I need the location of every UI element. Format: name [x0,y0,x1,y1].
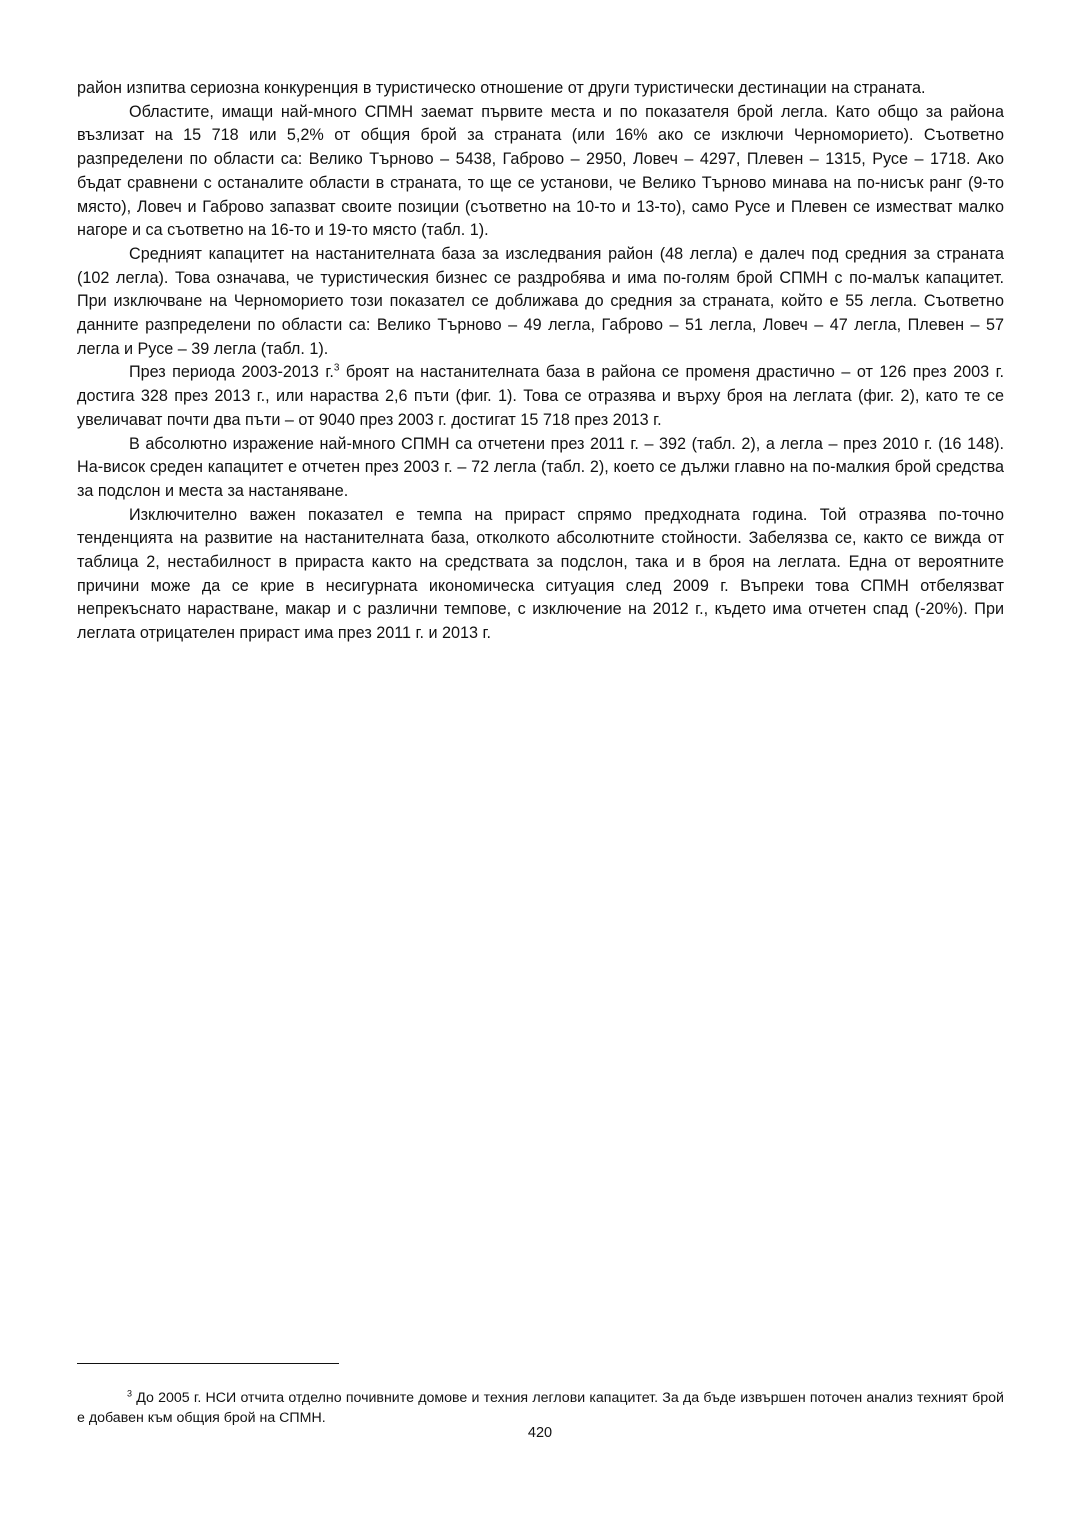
paragraph-4-text-start: През периода 2003-2013 г. [129,363,334,382]
paragraph-3: Средният капацитет на настанителната база за изследвания район (48 легла) е далеч под средния за страната (102 легла). Това означава, че туристическия бизнес се раздробява и има по-голям брой СПМН с по-малък капацитет. При изключване на Черноморието този показател се доближава до средния за страната, който е 55 легла. Съответно данните разпределени по области са: Велико Търново – 49 легла, Габрово – 51 легла, Ловеч – 47 легла, Плевен – 57 легла и Русе – 39 легла (табл. 1). [77,244,1004,358]
paragraph-2: Областите, имащи най-много СПМН заемат първите места и по показателя брой легла. Като общо за района възлизат на 15 718 или 5,2% от общия брой за страната (или 16% ако се изключи Черноморието). Съответно разпределени по области са: Велико Търново – 5438, Габрово – 2950, Ловеч – 4297, Плевен – 1315, Русе – 1718. Ако бъдат сравнени с останалите области в страната, то ще се установи, че Велико Търново минава на по-нисък ранг (9-то място), Ловеч и Габрово запазват своите позиции (съответно на 10-то и 13-то), само Русе и Плевен се изместват малко нагоре и са съответно на 16-то и 19-то място (табл. 1). [77,102,1004,240]
footnote-separator [77,1363,339,1364]
page-number: 420 [527,1425,553,1441]
paragraph-1: район изпитва сериозна конкуренция в туристическо отношение от други туристически дестинации на страната. [77,79,926,97]
footnote [77,1388,1004,1428]
footnote-number: 3 [127,1388,133,1399]
footnote-reference: 3 [333,363,340,375]
paragraph-4 [77,361,1004,432]
paragraph-4-text-end: броят на настанителната база в района се променя драстично – от 126 през 2003 г. достига 328 през 2013 г., или нараства 2,6 пъти (фиг. 1). Това се отразява и върху броя на леглата (фиг. 2), като те се увеличават почти два пъти – от 9040 през 2003 г. достигат 15 718 през 2013 г. [77,363,1004,429]
paragraph-6: Изключително важен показател е темпа на прираст спрямо предходната година. Той отразява по-точно тенденцията на развитие на настанителната база, отколкото абсолютните стойности. Забелязва се, както се вижда от таблица 2, нестабилност в прираста както на средствата за подслон, така и в броя на леглата. Една от вероятните причини може да се крие в несигурната икономическа ситуация след 2009 г. Въпреки това СПМН отбелязват непрекъснато нарастване, макар и с различни темпове, с изключение на 2012 г., където има отчетен спад (-20%). При леглата отрицателен прираст има през 2011 г. и 2013 г. [77,505,1004,643]
paragraph-5: В абсолютно изражение най-много СПМН са отчетени през 2011 г. – 392 (табл. 2), а легла – през 2010 г. (16 148). На-висок среден капацитет е отчетен през 2003 г. – 72 легла (табл. 2), което се дължи главно на по-малкия брой средства за подслон и места за настаняване. [77,434,1004,500]
page-body [77,77,1004,646]
footnote-text: До 2005 г. НСИ отчита отделно почивните домове и техния леглови капацитет. За да бъде извършен поточен анализ техният брой е добавен към общия брой на СПМН. [77,1390,1004,1426]
